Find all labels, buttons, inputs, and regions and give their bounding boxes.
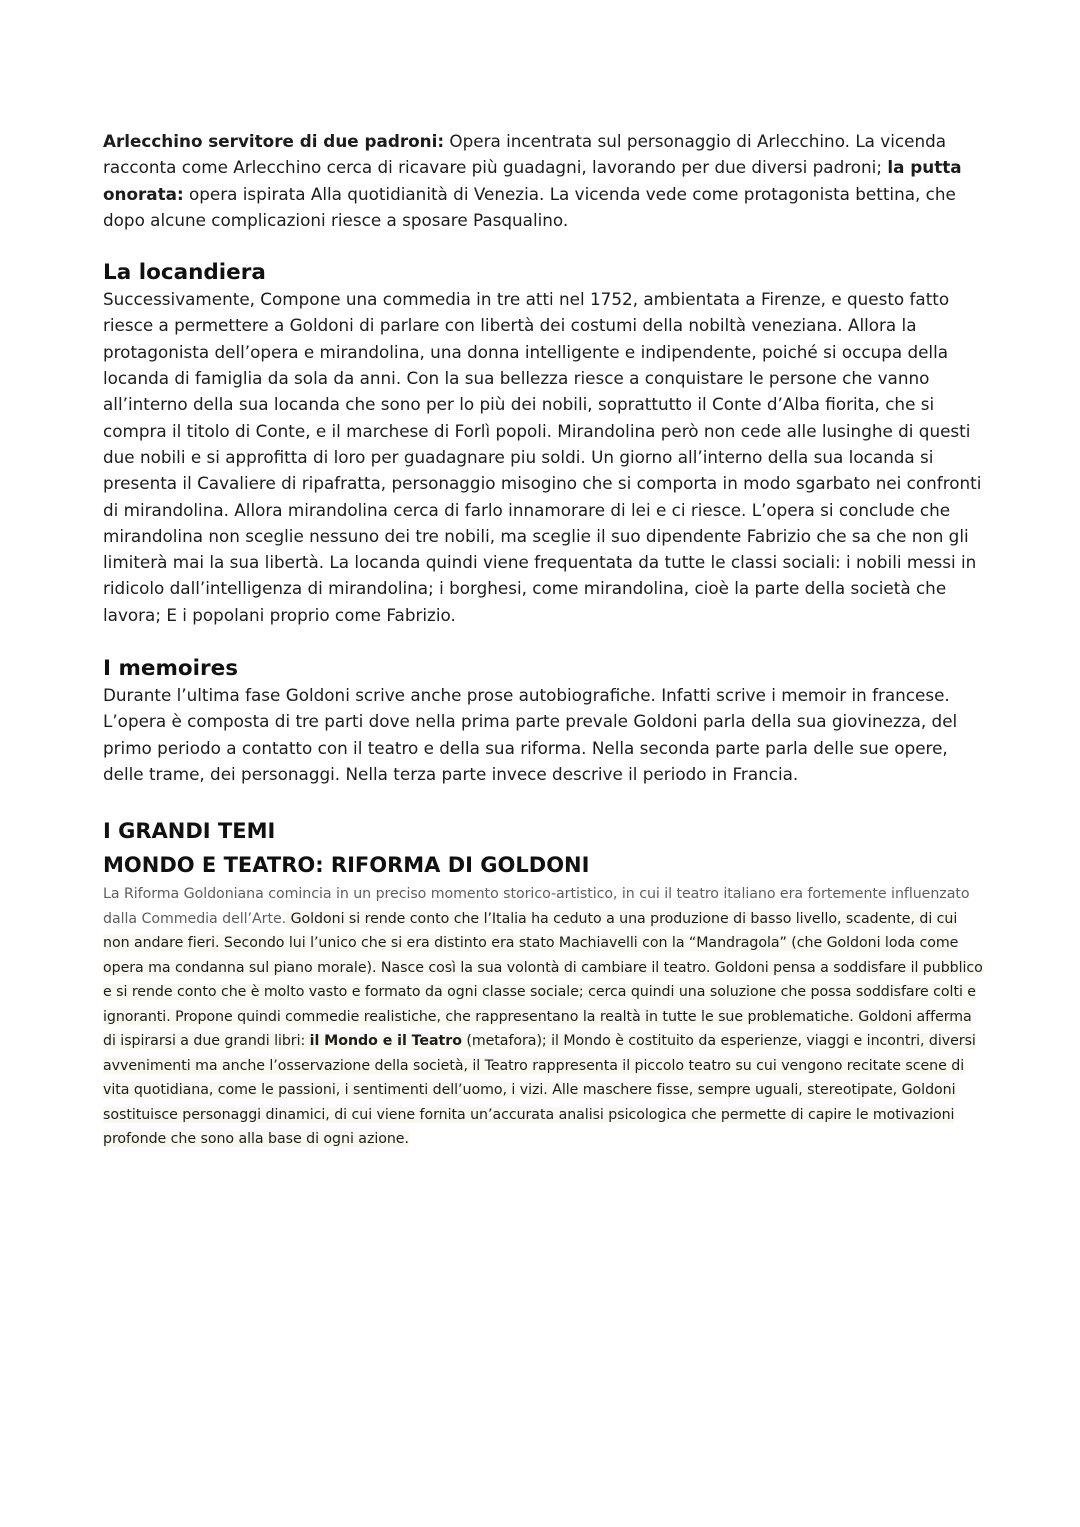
paragraph-memoires: Durante l’ultima fase Goldoni scrive anche prose autobiografiche. Infatti scrive i memoir in francese. L’opera è composta di tre parti dove nella prima parte prevale Goldoni parla della sua giovinezza, del primo periodo a contatto con il teatro e della sua riforma. Nella seconda parte parla delle sue opere, delle trame, dei personaggi. Nella terza parte invece descrive il periodo in Francia. (103, 685, 958, 784)
heading-mondo-teatro: MONDO E TEATRO: RIFORMA DI GOLDONI (103, 853, 590, 878)
heading-locandiera: La locandiera (103, 260, 266, 286)
paragraph-riforma (103, 882, 983, 1152)
intro-title-putta: la putta onorata: (103, 157, 962, 204)
heading-memoires: I memoires (103, 656, 238, 682)
intro-title-arlecchino: Arlecchino servitore di due padroni: (103, 131, 445, 151)
riforma-bold-mondo-teatro: il Mondo e il Teatro (309, 1033, 462, 1050)
heading-grandi-temi: I GRANDI TEMI (103, 819, 276, 844)
riforma-text-part1: Goldoni si rende conto che l’Italia ha ceduto a una produzione di basso livello, scadente, di cui non andare fieri. Secondo lui l’unico che si era distinto era stato Machiavelli con la “Mandragola” (che Goldoni loda come opera ma condanna sul piano morale). Nasce così la sua volontà di cambiare il teatro. Goldoni pensa a soddisfare il pubblico e si rende conto che è molto vasto e formato da ogni classe sociale; cerca quindi una soluzione che possa soddisfare colti e ignoranti. Propone quindi commedie realistiche, che rappresentano la realtà in tutte le sue problematiche. Goldoni afferma di ispirarsi a due grandi libri: (103, 910, 983, 1050)
paragraph-locandiera: Successivamente, Compone una commedia in tre atti nel 1752, ambientata a Firenze, e questo fatto riesce a permettere a Goldoni di parlare con libertà dei costumi della nobiltà veneziana. Allora la protagonista dell’opera e mirandolina, una donna intelligente e indipendente, poiché si occupa della locanda di famiglia da sola da anni. Con la sua bellezza riesce a conquistare le persone che vanno all’interno della sua locanda che sono per lo più dei nobili, soprattutto il Conte d’Alba fiorita, che si compra il titolo di Conte, e il marchese di Forlì popoli. Mirandolina però non cede alle lusinghe di questi due nobili e si approfitta di loro per guadagnare piu soldi. Un giorno all’interno della sua locanda si presenta il Cavaliere di ripafratta, personaggio misogino che si comporta in modo sgarbato nei confronti di mirandolina. Allora mirandolina cerca di farlo innamorare di lei e ci riesce. L’opera si conclude che mirandolina non sceglie nessuno dei tre nobili, ma sceglie il suo dipendente Fabrizio che sa che non gli limiterà mai la sua libertà. La locanda quindi viene frequentata da tutte le classi sociali: i nobili messi in ridicolo dall’intelligenza di mirandolina; i borghesi, come mirandolina, cioè la parte della società che lavora; E i popolani proprio come Fabrizio. (103, 289, 982, 625)
riforma-intro-faded: La Riforma Goldoniana comincia in un preciso momento storico-artistico, in cui il teatro italiano era fortemente influenzato dalla Commedia dell’Arte. (103, 886, 970, 927)
intro-text-arlecchino: Opera incentrata sul personaggio di Arlecchino. La vicenda racconta come Arlecchino cerca di ricavare più guadagni, lavorando per due diversi padroni; (103, 131, 947, 178)
intro-paragraph (103, 128, 983, 233)
intro-text-putta: opera ispirata Alla quotidianità di Venezia. La vicenda vede come protagonista bettina, che dopo alcune complicazioni riesce a sposare Pasqualino. (103, 183, 956, 230)
document-body (103, 128, 983, 1152)
riforma-text-part2: (metafora); il Mondo è costituito da esperienze, viaggi e incontri, diversi avvenimenti ma anche l’osservazione della società, il Teatro rappresenta il piccolo teatro su cui vengono recitate scene di vita quotidiana, come le passioni, i sentimenti dell’uomo, i vizi. Alle maschere fisse, sempre uguali, stereotipate, Goldoni sostituisce personaggi dinamici, di cui viene fornita un’accurata analisi psicologica che permette di capire le motivazioni profonde che sono alla base di ogni azione. (103, 1033, 976, 1148)
